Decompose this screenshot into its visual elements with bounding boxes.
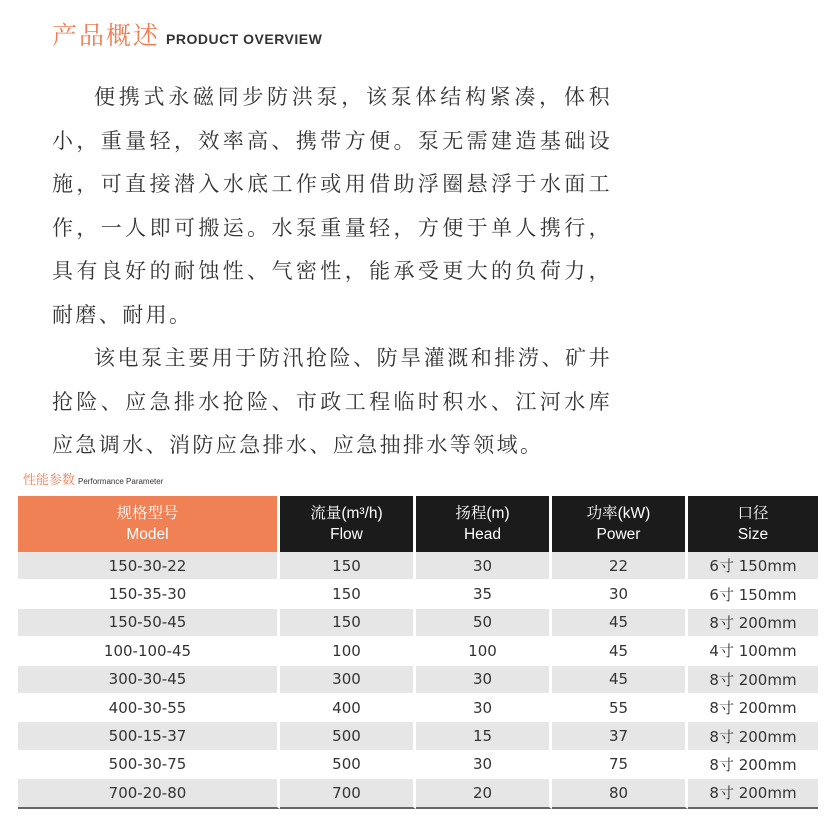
cell-power: 45 [552, 637, 688, 665]
cell-model: 500-15-37 [18, 722, 280, 750]
cell-power: 22 [552, 552, 688, 580]
cell-power: 45 [552, 609, 688, 637]
cell-head: 20 [416, 779, 552, 808]
cell-size: 8寸 200mm [688, 751, 818, 779]
column-header-cn: 口径 [737, 505, 769, 522]
table-body [18, 552, 818, 809]
cell-model: 150-30-22 [18, 552, 280, 580]
cell-size: 8寸 200mm [688, 666, 818, 694]
cell-size: 8寸 200mm [688, 779, 818, 808]
table-row [18, 779, 818, 808]
column-header-cn: 流量(m³/h) [310, 505, 383, 522]
performance-table [18, 496, 818, 809]
cell-power: 37 [552, 722, 688, 750]
cell-flow: 300 [280, 666, 416, 694]
table-row [18, 751, 818, 779]
cell-model: 700-20-80 [18, 779, 280, 808]
overview-paragraph: 该电泵主要用于防汛抢险、防旱灌溉和排涝、矿井抢险、应急排水抢险、市政工程临时积水、江河水库应急调水、消防应急排水、应急抽排水等领域。 [52, 346, 612, 457]
overview-title-cn: 产品概述 [52, 21, 161, 50]
table-row [18, 580, 818, 608]
cell-flow: 100 [280, 637, 416, 665]
cell-model: 150-50-45 [18, 609, 280, 637]
overview-text [52, 76, 612, 468]
cell-head: 100 [416, 637, 552, 665]
cell-size: 6寸 150mm [688, 580, 818, 608]
column-header-en: Model [126, 526, 169, 543]
cell-head: 35 [416, 580, 552, 608]
column-header-flow [280, 496, 416, 552]
cell-power: 45 [552, 666, 688, 694]
cell-flow: 700 [280, 779, 416, 808]
table-row [18, 722, 818, 750]
table-header-row [18, 496, 818, 552]
overview-paragraph: 便携式永磁同步防洪泵，该泵体结构紧凑，体积小，重量轻，效率高、携带方便。泵无需建造基础设施，可直接潜入水底工作或用借助浮圈悬浮于水面工作，一人即可搬运。水泵重量轻，方便于单人携行，具有良好的耐蚀性、气密性，能承受更大的负荷力，耐磨、耐用。 [52, 85, 612, 327]
column-header-cn: 扬程(m) [455, 505, 510, 522]
overview-title-en: PRODUCT OVERVIEW [166, 31, 323, 47]
cell-flow: 500 [280, 751, 416, 779]
cell-model: 500-30-75 [18, 751, 280, 779]
cell-power: 80 [552, 779, 688, 808]
column-header-cn: 规格型号 [116, 505, 179, 522]
cell-power: 75 [552, 751, 688, 779]
performance-title-cn: 性能参数 [23, 473, 76, 488]
table-row [18, 666, 818, 694]
cell-size: 8寸 200mm [688, 694, 818, 722]
cell-head: 30 [416, 552, 552, 580]
column-header-model [18, 496, 280, 552]
column-header-en: Power [596, 526, 641, 543]
cell-size: 6寸 150mm [688, 552, 818, 580]
overview-header [52, 16, 322, 52]
performance-header [23, 469, 163, 488]
cell-size: 4寸 100mm [688, 637, 818, 665]
cell-flow: 500 [280, 722, 416, 750]
cell-model: 300-30-45 [18, 666, 280, 694]
cell-power: 30 [552, 580, 688, 608]
table-row [18, 637, 818, 665]
cell-model: 150-35-30 [18, 580, 280, 608]
performance-title-en: Performance Parameter [78, 477, 164, 486]
column-header-en: Flow [330, 526, 363, 543]
cell-head: 30 [416, 751, 552, 779]
column-header-head [416, 496, 552, 552]
table-row [18, 552, 818, 580]
cell-head: 30 [416, 666, 552, 694]
cell-power: 55 [552, 694, 688, 722]
cell-model: 400-30-55 [18, 694, 280, 722]
cell-size: 8寸 200mm [688, 609, 818, 637]
cell-head: 30 [416, 694, 552, 722]
column-header-en: Size [737, 526, 769, 543]
column-header-size [688, 496, 818, 552]
cell-head: 50 [416, 609, 552, 637]
cell-head: 15 [416, 722, 552, 750]
column-header-en: Head [463, 526, 502, 543]
cell-flow: 400 [280, 694, 416, 722]
column-header-power [552, 496, 688, 552]
cell-flow: 150 [280, 552, 416, 580]
table-row [18, 609, 818, 637]
cell-model: 100-100-45 [18, 637, 280, 665]
cell-flow: 150 [280, 609, 416, 637]
table-row [18, 694, 818, 722]
column-header-cn: 功率(kW) [586, 505, 651, 522]
cell-size: 8寸 200mm [688, 722, 818, 750]
cell-flow: 150 [280, 580, 416, 608]
